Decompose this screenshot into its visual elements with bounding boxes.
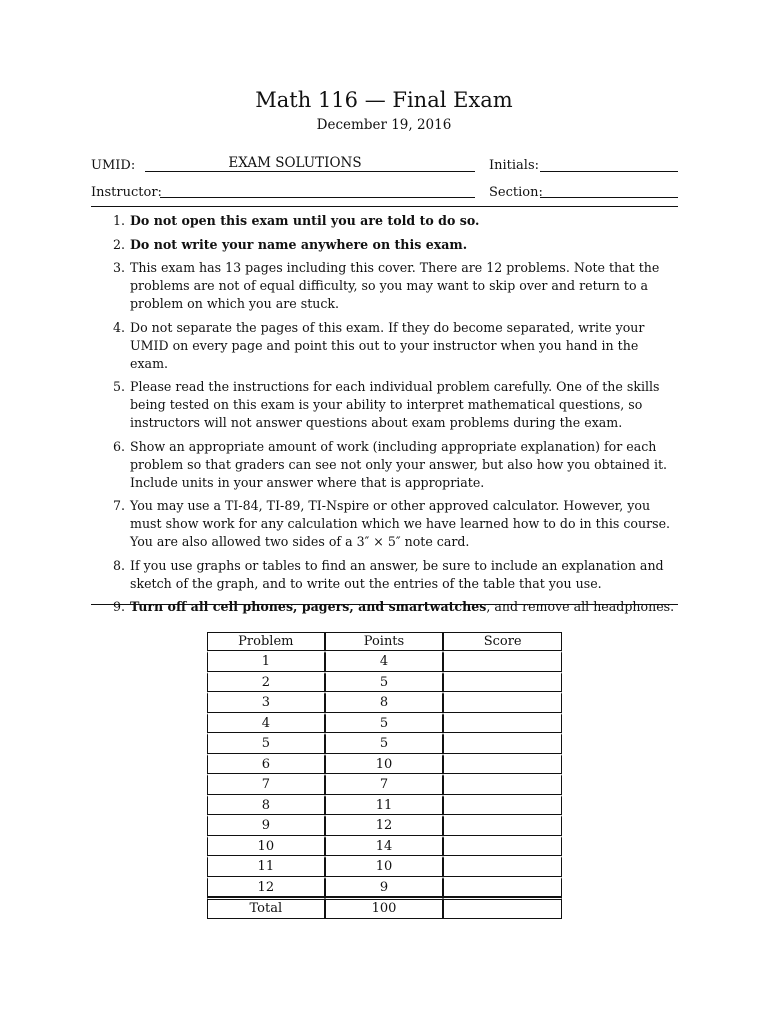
instruction-item [91,236,678,254]
table-row [207,672,562,693]
score-cell[interactable] [443,815,562,836]
score-cell[interactable] [443,651,562,672]
instruction-number: 7. [112,498,125,513]
problem-cell: 8 [207,795,325,816]
table-row [207,815,562,836]
instruction-number: 3. [112,260,125,275]
instruction-text: This exam has 13 pages including this cover. There are 12 problems. Note that the problems are not of equal difficulty, so you may want to skip over and return to a problem on which you are stuck. [130,260,660,311]
instruction-item [91,598,678,616]
points-cell: 12 [325,815,444,836]
instruction-number: 2. [112,236,125,252]
points-cell: 11 [325,795,444,816]
header-score: Score [443,632,562,651]
total-row [207,897,562,919]
exam-title: Math 116 — Final Exam [255,88,513,112]
instruction-number: 4. [112,319,125,335]
score-cell[interactable] [443,877,562,898]
instruction-bold-text: Turn off all cell phones, pagers, and smartwatches [130,599,487,614]
initials-line[interactable] [540,171,678,172]
instruction-number: 1. [112,213,125,228]
score-cell[interactable] [443,856,562,877]
points-cell: 9 [325,877,444,898]
header-points: Points [325,632,444,651]
problem-cell: 7 [207,774,325,795]
instruction-text: Please read the instructions for each individual problem carefully. One of the skills being tested on this exam is your ability to interpret mathematical questions, so instructors will not answer questions about exam problems during the exam. [130,379,660,430]
problem-cell: 12 [207,877,325,898]
table-row [207,795,562,816]
score-cell[interactable] [443,692,562,713]
problem-cell: 1 [207,651,325,672]
points-cell: 5 [325,713,444,734]
top-divider [91,206,678,207]
score-cell[interactable] [443,713,562,734]
instruction-text: , and remove all headphones. [486,599,675,614]
points-cell: 8 [325,692,444,713]
section-line[interactable] [540,197,678,198]
table-row [207,713,562,734]
score-table-header [207,632,562,651]
table-row [207,692,562,713]
points-cell: 10 [325,754,444,775]
instruction-bold-text: Do not write your name anywhere on this exam. [130,236,468,252]
initials-label: Initials: [489,158,540,173]
instruction-item [91,259,678,313]
exam-date: December 19, 2016 [316,117,452,133]
points-cell: 14 [325,836,444,857]
instruction-number: 5. [112,379,125,394]
table-row [207,651,562,672]
problem-cell: 3 [207,692,325,713]
problem-cell: Total [207,897,325,919]
score-cell[interactable] [443,672,562,693]
points-cell: 10 [325,856,444,877]
problem-cell: 6 [207,754,325,775]
instruction-number: 6. [112,438,125,454]
section-label: Section: [489,185,543,200]
table-row [207,877,562,898]
instructions-list [91,212,678,622]
instruction-text: Do not separate the pages of this exam. If they do become separated, write your UMID on every page and point this out to your instructor when you hand in the exam. [130,319,645,371]
problem-cell: 11 [207,856,325,877]
table-row [207,836,562,857]
points-cell: 4 [325,651,444,672]
score-cell[interactable] [443,836,562,857]
bottom-divider [91,604,678,605]
instruction-text: Show an appropriate amount of work (including appropriate explanation) for each problem so that graders can see not only your answer, but also how you obtained it. Include units in your answer where that is appropriate. [130,438,668,490]
points-cell: 5 [325,672,444,693]
points-cell: 7 [325,774,444,795]
umid-label: UMID: [91,158,136,173]
points-cell: 100 [325,897,444,919]
table-row [207,754,562,775]
table-row [207,856,562,877]
points-cell: 5 [325,733,444,754]
problem-cell: 10 [207,836,325,857]
problem-cell: 2 [207,672,325,693]
score-cell[interactable] [443,897,562,919]
instruction-text: If you use graphs or tables to find an answer, be sure to include an explanation and sketch of the graph, and to write out the entries of the table that you use. [130,557,664,591]
score-cell[interactable] [443,774,562,795]
instructor-line[interactable] [160,197,475,198]
instruction-item [91,212,678,230]
problem-cell: 5 [207,733,325,754]
instruction-item [91,438,678,492]
score-table [207,632,562,919]
instruction-item [91,497,678,551]
table-row [207,774,562,795]
instruction-number: 8. [112,557,125,573]
table-row [207,733,562,754]
umid-value: EXAM SOLUTIONS [228,155,362,171]
header-problem: Problem [207,632,325,651]
instruction-text: You may use a TI-84, TI-89, TI-Nspire or other approved calculator. However, you must show work for any calculation which we have learned how to do in this course. You are also allowed two sides of a 3″ × 5″ note card. [130,498,671,549]
score-cell[interactable] [443,733,562,754]
score-cell[interactable] [443,754,562,775]
score-cell[interactable] [443,795,562,816]
instruction-bold-text: Do not open this exam until you are told to do so. [130,213,480,228]
problem-cell: 4 [207,713,325,734]
instruction-item [91,557,678,593]
instruction-item [91,378,678,432]
problem-cell: 9 [207,815,325,836]
umid-line[interactable] [145,171,475,172]
instruction-number: 9. [112,599,125,614]
instructor-label: Instructor: [91,185,162,200]
instruction-item [91,319,678,373]
